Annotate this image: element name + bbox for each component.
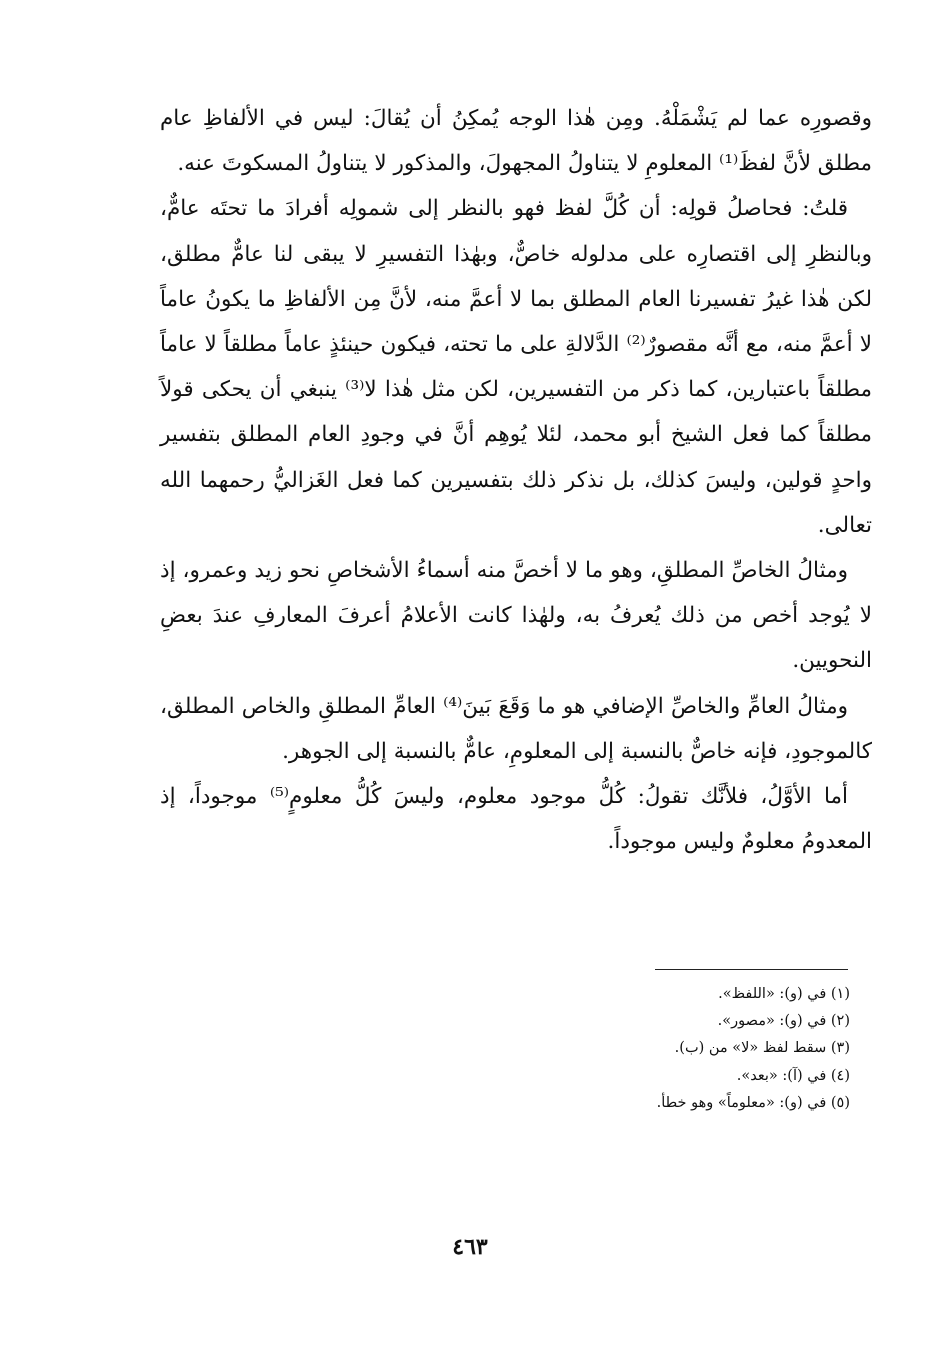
paragraph-1: وقصورِه عما لم يَشْمَلْهُ. ومِن هٰذا الوجه يُمكِنُ أن يُقالَ: ليس في الألفاظِ عام مطلق لأنَّ لفظَ⁽¹⁾ المعلومِ لا يتناولُ المجهولَ، والمذكور لا يتناولُ المسكوتَ عنه. xyxy=(160,106,872,177)
paragraph-4: ومثالُ العامِّ والخاصِّ الإضافي هو ما وَقَعَ بَينَ⁽⁴⁾ العامِّ المطلقِ والخاص المطلق، كالموجودِ، فإنه خاصٌّ بالنسبة إلى المعلومِ، عامٌّ بالنسبة إلى الجوهر. xyxy=(160,693,872,764)
footnote-divider xyxy=(655,969,848,970)
page-number: ٤٦٣ xyxy=(452,1234,488,1260)
footnote-2: (٢) في (و): «مصور». xyxy=(717,1013,850,1030)
paragraph-2: قلتُ: فحاصلُ قولِه: أن كُلَّ لفظ فهو بالنظر إلى شمولِه أفرادَ ما تحتَه عامٌّ، وبالنظرِ إلى اقتصارِه على مدلوله خاصٌّ، وبهٰذا التفسيرِ لا يبقى لنا عامٌّ مطلق، لكن هٰذا غيرُ تفسيرنا العام المطلق بما لا أعمَّ منه، لأنَّ مِن الألفاظِ ما يكونُ عاماً لا أعمَّ منه، مع أنَّه مقصورٌ⁽²⁾ الدَّلالةِ على ما تحته، فيكون حينئذٍ عاماً مطلقاً لا عاماً مطلقاً باعتبارين، كما ذكر من التفسيرين، لكن مثل هٰذا لا⁽³⁾ ينبغي أن يحكى قولاً مطلقاً كما فعل الشيخ أبو محمد، لئلا يُوهِم أنَّ في وجودِ العام المطلق بتفسير واحدٍ قولين، وليسَ كذلك، بل نذكر ذلك بتفسيرين كما فعل الغَزاليُّ رحمهما الله تعالى. xyxy=(160,196,872,538)
paragraph-3: ومثالُ الخاصِّ المطلقِ، وهو ما لا أخصَّ منه أسماءُ الأشخاصِ نحو زيد وعمرو، إذ لا يُوجد أخص من ذلك يُعرفُ به، ولهٰذا كانت الأعلامُ أعرفَ المعارفِ عندَ بعضِ النحويين. xyxy=(160,558,872,674)
footnote-5: (٥) في (و): «معلوماً» وهو خطأ. xyxy=(656,1094,850,1111)
footnote-1: (١) في (و): «اللفظ». xyxy=(718,986,850,1002)
footnotes xyxy=(500,981,850,1117)
footnote-4: (٤) في (آ): «بعد». xyxy=(736,1067,850,1084)
paragraph-5: أما الأوَّلُ، فلأنَّك تقولُ: كُلُّ موجود معلوم، وليسَ كُلُّ معلومٍ⁽⁵⁾ موجوداً، إذ المعدومُ معلومٌ وليس موجوداً. xyxy=(160,784,872,855)
main-text xyxy=(160,96,872,864)
footnote-3: (٣) سقط لفظ «لا» من (ب). xyxy=(674,1040,850,1057)
